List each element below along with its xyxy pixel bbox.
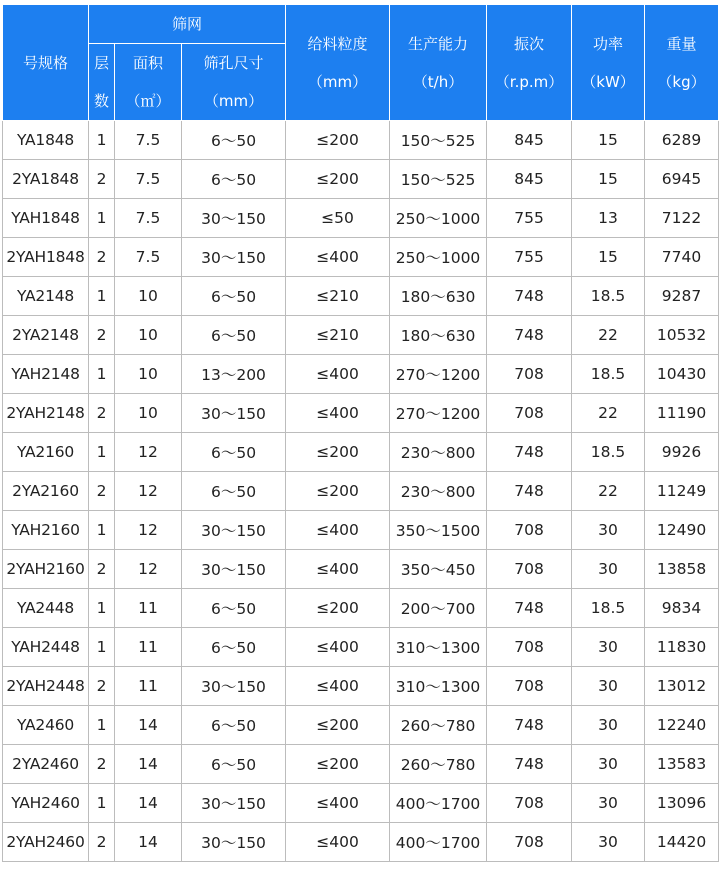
cell-weight: 9834 xyxy=(645,589,719,628)
cell-model: YAH1848 xyxy=(3,199,89,238)
cell-area: 10 xyxy=(115,394,182,433)
cell-vibration: 748 xyxy=(487,706,572,745)
cell-layers: 2 xyxy=(89,823,115,862)
table-row xyxy=(3,355,719,394)
cell-area: 12 xyxy=(115,511,182,550)
cell-model: YAH2448 xyxy=(3,628,89,667)
cell-model: 2YA2160 xyxy=(3,472,89,511)
table-row xyxy=(3,472,719,511)
cell-layers: 2 xyxy=(89,745,115,784)
cell-capacity: 400～1700 xyxy=(390,823,487,862)
cell-feed-size: ≤200 xyxy=(286,433,390,472)
cell-mesh-size: 30～150 xyxy=(182,823,286,862)
cell-layers: 1 xyxy=(89,784,115,823)
cell-feed-size: ≤50 xyxy=(286,199,390,238)
cell-model: 2YA2148 xyxy=(3,316,89,355)
cell-vibration: 748 xyxy=(487,745,572,784)
cell-weight: 13096 xyxy=(645,784,719,823)
cell-weight: 10532 xyxy=(645,316,719,355)
cell-power: 15 xyxy=(572,160,645,199)
cell-layers: 1 xyxy=(89,589,115,628)
cell-feed-size: ≤200 xyxy=(286,745,390,784)
cell-mesh-size: 30～150 xyxy=(182,238,286,277)
cell-feed-size: ≤400 xyxy=(286,355,390,394)
cell-area: 14 xyxy=(115,784,182,823)
cell-area: 11 xyxy=(115,628,182,667)
table-row xyxy=(3,160,719,199)
cell-mesh-size: 6～50 xyxy=(182,628,286,667)
cell-power: 30 xyxy=(572,823,645,862)
cell-layers: 2 xyxy=(89,160,115,199)
cell-mesh-size: 6～50 xyxy=(182,121,286,160)
cell-weight: 14420 xyxy=(645,823,719,862)
cell-layers: 2 xyxy=(89,472,115,511)
header-power: 功率 （kW） xyxy=(572,5,645,121)
table-row xyxy=(3,511,719,550)
cell-mesh-size: 6～50 xyxy=(182,433,286,472)
header-area: 面积 （㎡） xyxy=(115,44,182,121)
table-row xyxy=(3,277,719,316)
cell-capacity: 310～1300 xyxy=(390,628,487,667)
cell-model: YA2460 xyxy=(3,706,89,745)
cell-mesh-size: 30～150 xyxy=(182,784,286,823)
cell-power: 30 xyxy=(572,511,645,550)
table-row xyxy=(3,628,719,667)
cell-area: 14 xyxy=(115,823,182,862)
cell-model: 2YAH2148 xyxy=(3,394,89,433)
cell-mesh-size: 6～50 xyxy=(182,745,286,784)
header-weight: 重量 （kg） xyxy=(645,5,719,121)
table-row xyxy=(3,433,719,472)
cell-weight: 9926 xyxy=(645,433,719,472)
cell-power: 30 xyxy=(572,550,645,589)
cell-weight: 6945 xyxy=(645,160,719,199)
cell-mesh-size: 6～50 xyxy=(182,160,286,199)
cell-weight: 13012 xyxy=(645,667,719,706)
cell-model: 2YA1848 xyxy=(3,160,89,199)
cell-model: 2YAH2448 xyxy=(3,667,89,706)
cell-mesh-size: 6～50 xyxy=(182,589,286,628)
cell-mesh-size: 30～150 xyxy=(182,199,286,238)
cell-capacity: 350～1500 xyxy=(390,511,487,550)
cell-power: 30 xyxy=(572,628,645,667)
cell-area: 7.5 xyxy=(115,121,182,160)
cell-weight: 11190 xyxy=(645,394,719,433)
cell-vibration: 708 xyxy=(487,628,572,667)
cell-weight: 7122 xyxy=(645,199,719,238)
header-model: 号规格 xyxy=(3,5,89,121)
cell-area: 7.5 xyxy=(115,160,182,199)
cell-vibration: 708 xyxy=(487,550,572,589)
cell-power: 30 xyxy=(572,706,645,745)
table-row xyxy=(3,199,719,238)
cell-weight: 13583 xyxy=(645,745,719,784)
cell-power: 22 xyxy=(572,394,645,433)
cell-vibration: 755 xyxy=(487,199,572,238)
cell-mesh-size: 30～150 xyxy=(182,511,286,550)
cell-model: 2YAH1848 xyxy=(3,238,89,277)
cell-vibration: 708 xyxy=(487,511,572,550)
cell-vibration: 708 xyxy=(487,394,572,433)
cell-weight: 6289 xyxy=(645,121,719,160)
header-capacity: 生产能力 （t/h） xyxy=(390,5,487,121)
table-row xyxy=(3,589,719,628)
header-feed-size: 给料粒度 （mm） xyxy=(286,5,390,121)
cell-feed-size: ≤400 xyxy=(286,628,390,667)
cell-model: YAH2148 xyxy=(3,355,89,394)
cell-weight: 11830 xyxy=(645,628,719,667)
cell-mesh-size: 30～150 xyxy=(182,667,286,706)
cell-vibration: 708 xyxy=(487,667,572,706)
cell-power: 30 xyxy=(572,784,645,823)
cell-layers: 2 xyxy=(89,550,115,589)
cell-capacity: 400～1700 xyxy=(390,784,487,823)
cell-feed-size: ≤200 xyxy=(286,706,390,745)
spec-table xyxy=(2,4,719,862)
cell-feed-size: ≤400 xyxy=(286,238,390,277)
table-row xyxy=(3,706,719,745)
cell-power: 15 xyxy=(572,238,645,277)
cell-layers: 1 xyxy=(89,628,115,667)
cell-model: YAH2160 xyxy=(3,511,89,550)
cell-layers: 2 xyxy=(89,394,115,433)
cell-capacity: 150～525 xyxy=(390,160,487,199)
cell-area: 10 xyxy=(115,316,182,355)
cell-capacity: 350～450 xyxy=(390,550,487,589)
table-row xyxy=(3,550,719,589)
cell-model: YA2160 xyxy=(3,433,89,472)
cell-model: 2YA2460 xyxy=(3,745,89,784)
cell-vibration: 708 xyxy=(487,784,572,823)
header-mesh-size: 筛孔尺寸 （mm） xyxy=(182,44,286,121)
cell-capacity: 260～780 xyxy=(390,745,487,784)
cell-weight: 12240 xyxy=(645,706,719,745)
cell-capacity: 310～1300 xyxy=(390,667,487,706)
cell-mesh-size: 30～150 xyxy=(182,550,286,589)
cell-vibration: 748 xyxy=(487,316,572,355)
cell-feed-size: ≤210 xyxy=(286,277,390,316)
cell-layers: 1 xyxy=(89,199,115,238)
cell-power: 15 xyxy=(572,121,645,160)
cell-model: YA2148 xyxy=(3,277,89,316)
cell-area: 11 xyxy=(115,667,182,706)
cell-power: 13 xyxy=(572,199,645,238)
cell-mesh-size: 6～50 xyxy=(182,472,286,511)
cell-vibration: 748 xyxy=(487,589,572,628)
cell-capacity: 230～800 xyxy=(390,472,487,511)
table-row xyxy=(3,784,719,823)
header-layers: 层 数 xyxy=(89,44,115,121)
cell-capacity: 250～1000 xyxy=(390,238,487,277)
cell-layers: 1 xyxy=(89,433,115,472)
cell-vibration: 845 xyxy=(487,160,572,199)
cell-mesh-size: 13～200 xyxy=(182,355,286,394)
cell-mesh-size: 30～150 xyxy=(182,394,286,433)
cell-area: 12 xyxy=(115,472,182,511)
cell-layers: 1 xyxy=(89,277,115,316)
cell-weight: 11249 xyxy=(645,472,719,511)
cell-weight: 10430 xyxy=(645,355,719,394)
table-row xyxy=(3,121,719,160)
table-header xyxy=(3,5,719,121)
cell-power: 22 xyxy=(572,472,645,511)
cell-model: YAH2460 xyxy=(3,784,89,823)
cell-vibration: 845 xyxy=(487,121,572,160)
cell-capacity: 270～1200 xyxy=(390,394,487,433)
cell-mesh-size: 6～50 xyxy=(182,706,286,745)
cell-layers: 2 xyxy=(89,667,115,706)
cell-area: 11 xyxy=(115,589,182,628)
cell-feed-size: ≤200 xyxy=(286,589,390,628)
cell-area: 7.5 xyxy=(115,199,182,238)
table-row xyxy=(3,667,719,706)
cell-model: 2YAH2460 xyxy=(3,823,89,862)
cell-feed-size: ≤200 xyxy=(286,121,390,160)
cell-layers: 2 xyxy=(89,238,115,277)
cell-power: 18.5 xyxy=(572,277,645,316)
cell-vibration: 748 xyxy=(487,472,572,511)
cell-power: 30 xyxy=(572,667,645,706)
cell-weight: 7740 xyxy=(645,238,719,277)
cell-capacity: 150～525 xyxy=(390,121,487,160)
cell-capacity: 230～800 xyxy=(390,433,487,472)
cell-power: 18.5 xyxy=(572,589,645,628)
cell-feed-size: ≤210 xyxy=(286,316,390,355)
cell-feed-size: ≤400 xyxy=(286,394,390,433)
cell-feed-size: ≤200 xyxy=(286,472,390,511)
cell-area: 12 xyxy=(115,433,182,472)
cell-feed-size: ≤400 xyxy=(286,550,390,589)
cell-capacity: 180～630 xyxy=(390,277,487,316)
cell-area: 10 xyxy=(115,355,182,394)
cell-area: 14 xyxy=(115,706,182,745)
cell-layers: 1 xyxy=(89,706,115,745)
cell-power: 22 xyxy=(572,316,645,355)
cell-model: YA2448 xyxy=(3,589,89,628)
cell-mesh-size: 6～50 xyxy=(182,316,286,355)
cell-area: 7.5 xyxy=(115,238,182,277)
cell-vibration: 708 xyxy=(487,823,572,862)
cell-model: 2YAH2160 xyxy=(3,550,89,589)
cell-vibration: 748 xyxy=(487,277,572,316)
table-row xyxy=(3,823,719,862)
cell-vibration: 708 xyxy=(487,355,572,394)
table-row xyxy=(3,394,719,433)
cell-layers: 1 xyxy=(89,511,115,550)
table-row xyxy=(3,316,719,355)
cell-capacity: 180～630 xyxy=(390,316,487,355)
cell-vibration: 748 xyxy=(487,433,572,472)
cell-feed-size: ≤400 xyxy=(286,511,390,550)
cell-power: 18.5 xyxy=(572,355,645,394)
cell-layers: 1 xyxy=(89,121,115,160)
cell-power: 18.5 xyxy=(572,433,645,472)
cell-layers: 2 xyxy=(89,316,115,355)
cell-weight: 13858 xyxy=(645,550,719,589)
cell-capacity: 200～700 xyxy=(390,589,487,628)
cell-area: 12 xyxy=(115,550,182,589)
cell-layers: 1 xyxy=(89,355,115,394)
header-vibration: 振次 （r.p.m） xyxy=(487,5,572,121)
cell-feed-size: ≤200 xyxy=(286,160,390,199)
cell-vibration: 755 xyxy=(487,238,572,277)
cell-feed-size: ≤400 xyxy=(286,784,390,823)
cell-feed-size: ≤400 xyxy=(286,823,390,862)
table-body xyxy=(3,121,719,862)
cell-area: 14 xyxy=(115,745,182,784)
cell-weight: 12490 xyxy=(645,511,719,550)
cell-capacity: 270～1200 xyxy=(390,355,487,394)
cell-mesh-size: 6～50 xyxy=(182,277,286,316)
cell-area: 10 xyxy=(115,277,182,316)
table-row xyxy=(3,238,719,277)
cell-capacity: 260～780 xyxy=(390,706,487,745)
cell-weight: 9287 xyxy=(645,277,719,316)
header-screen-group: 筛网 xyxy=(89,5,286,44)
cell-power: 30 xyxy=(572,745,645,784)
cell-capacity: 250～1000 xyxy=(390,199,487,238)
table-row xyxy=(3,745,719,784)
cell-model: YA1848 xyxy=(3,121,89,160)
cell-feed-size: ≤400 xyxy=(286,667,390,706)
